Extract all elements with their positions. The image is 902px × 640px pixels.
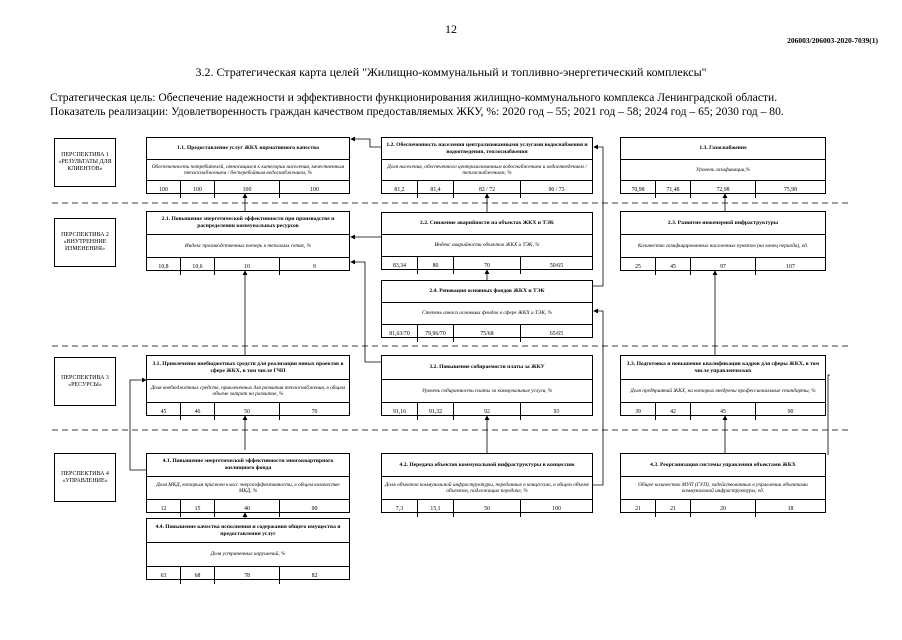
goal-values-row <box>147 402 349 420</box>
goal-value-cell: 97 <box>691 258 756 275</box>
goal-indicator-description: Уровень собираемости платы за коммунальные услуги, % <box>382 379 592 402</box>
goal-value-cell: 91,16 <box>382 403 418 420</box>
goal-box-3-1 <box>146 355 350 416</box>
goal-indicator-description: Доля объектов коммунальной инфраструктуры, переданных в концессию, в общем объеме объектов, подлежащих передаче, % <box>382 476 592 499</box>
goal-title: 2.4. Реновация основных фондов ЖКХ и ТЭК <box>429 288 545 295</box>
goal-value-cell: 70 <box>311 408 318 415</box>
goal-value-cell: 100 <box>215 181 280 198</box>
goal-value-cell: 21 <box>656 500 691 517</box>
goal-value-cell: 100 <box>181 181 215 198</box>
goal-value-cell: 50 <box>215 403 280 420</box>
goal-values-row <box>382 256 592 274</box>
goal-indicator-description: Уровень газификации,% <box>621 159 825 180</box>
goal-value-cell: 40 <box>215 500 280 517</box>
page-number: 12 <box>445 22 457 36</box>
goal-title: 1.1. Предоставление услуг ЖКХ нормативного качества <box>177 145 319 152</box>
goal-value-cell: 15 <box>181 500 215 517</box>
perspective-4-label: ПЕРСПЕКТИВА 4 «УПРАВЛЕНИЕ» <box>54 453 116 502</box>
goal-title: 4.4. Повышение качества исполнения и содержания общего имущества и предоставления услуг <box>155 523 341 537</box>
goal-values-row <box>382 324 592 342</box>
goal-value-cell: 78 <box>215 567 280 584</box>
goal-values-row <box>621 402 825 420</box>
goal-value-cell: 45 <box>656 258 691 275</box>
goal-value-cell: 45 <box>691 403 756 420</box>
goal-value-cell: 25 <box>621 258 656 275</box>
perspective-1-label: ПЕРСПЕКТИВА 1 «РЕЗУЛЬТАТЫ ДЛЯ КЛИЕНТОВ» <box>54 138 116 187</box>
goal-value-cell: 79,96/70 <box>418 325 454 342</box>
goal-indicator-description: Общее количество МУП (ГУП), задействованных в управлении объектами коммунальной инфраструктуры, ед. <box>621 476 825 499</box>
goal-value-cell: 75/68 <box>454 325 521 342</box>
goal-title: 2.2. Снижение аварийности на объектах ЖКХ и ТЭК <box>420 220 554 227</box>
goal-value-cell: 50 <box>454 500 521 517</box>
goal-value-cell: 90 / 73 <box>548 186 565 193</box>
goal-value-cell: 39 <box>621 403 656 420</box>
goal-value-cell: 91,32 <box>418 403 454 420</box>
goal-value-cell: 70,98 <box>621 181 656 198</box>
goal-values-row <box>147 499 349 517</box>
goal-indicator-description: Обеспеченность потребителей, относящихся к категории населения, качественным теплоснабжением / бесперебойным водоснабжением, % <box>147 159 349 180</box>
goal-box-4-4 <box>146 518 350 580</box>
goal-title: 2.3. Развитие инженерной инфраструктуры <box>667 219 779 226</box>
goal-values-row <box>147 257 349 275</box>
goal-value-cell: 10,6 <box>181 258 215 275</box>
goal-indicator-description: Индекс аварийности объектов ЖКХ и ТЭК, % <box>382 234 592 256</box>
goal-box-2-4 <box>381 280 593 338</box>
goal-value-cell: 68 <box>181 567 215 584</box>
goal-value-cell: 100 <box>310 186 319 193</box>
section-title: 3.2. Стратегическая карта целей "Жилищно-коммунальный и топливно-энергетический комплексы" <box>195 65 707 79</box>
goal-value-cell: 81,63/70 <box>382 325 418 342</box>
goal-value-cell: 81,2 <box>382 181 418 198</box>
goal-box-2-1 <box>146 211 350 271</box>
goal-values-row <box>147 180 349 198</box>
goal-title: 4.3. Реорганизация системы управления объектами ЖКХ <box>650 461 796 468</box>
goal-value-cell: 42 <box>656 403 691 420</box>
indicator-text: Показатель реализации: Удовлетворенность граждан качеством предоставляемых ЖКУ, %: 2020 год – 55; 2021 год – 58; 2024 год – 65; 2030 год – 80. <box>50 105 784 118</box>
goal-value-cell: 7,3 <box>382 500 418 517</box>
goal-box-3-3 <box>620 355 826 416</box>
goal-value-cell: 82 <box>311 572 318 579</box>
goal-value-cell: 9 <box>313 263 316 270</box>
goal-value-cell: 72,98 <box>691 181 756 198</box>
goal-box-2-3 <box>620 211 826 271</box>
perspective-2-label: ПЕРСПЕКТИВА 2 «ВНУТРЕННИЕ ИЗМЕНЕНИЯ» <box>54 218 116 267</box>
goal-indicator-description: Индекс производственных потерь в тепловых сетях, % <box>147 234 349 257</box>
goal-values-row <box>621 180 825 198</box>
goal-value-cell: 90 <box>311 505 318 512</box>
goal-value-cell: 83,34 <box>382 257 418 274</box>
goal-box-1-2 <box>381 137 593 194</box>
goal-values-row <box>382 180 592 198</box>
goal-box-4-2 <box>381 453 593 513</box>
document-reference: 206003/206003-2020-7039(1) <box>787 36 878 45</box>
goal-value-cell: 100 <box>147 181 181 198</box>
goal-box-1-1 <box>146 137 350 194</box>
goal-value-cell: 75,98 <box>783 186 798 193</box>
goal-value-cell: 82 / 72 <box>454 181 521 198</box>
goal-title: 4.2. Передача объектов коммунальной инфраструктуры в концессию <box>399 461 575 468</box>
goal-value-cell: 46 <box>181 403 215 420</box>
goal-title: 3.1. Привлечение внебюджетных средств для реализации новых проектов в сфере ЖКХ, в том числе ГЧП <box>152 360 344 374</box>
goal-indicator-description: Доля внебюджетных средств, привлеченных для развития теплоснабжения, в общем объеме затрат на развитие, % <box>147 379 349 402</box>
goal-value-cell: 50/65 <box>549 262 564 269</box>
goal-value-cell: 10,8 <box>147 258 181 275</box>
goal-box-3-2 <box>381 355 593 416</box>
goal-indicator-description: Доля МКД, которым присвоен класс энергоэффективности, в общем количестве МКД, % <box>147 476 349 499</box>
goal-value-cell: 10 <box>215 258 280 275</box>
goal-value-cell: 63 <box>147 567 181 584</box>
goal-value-cell: 15,1 <box>418 500 454 517</box>
goal-title: 3.3. Подготовка и повышение квалификации кадров для сферы ЖКХ, в том числе управленческих <box>626 360 820 374</box>
goal-title: 2.1. Повышение энергетической эффективности при производстве и распределении коммунальных ресурсов <box>161 216 335 229</box>
goal-indicator-description: Количество газифицированных населенных пунктов (на конец периода), ед. <box>621 234 825 257</box>
goal-value-cell: 71,48 <box>656 181 691 198</box>
goal-values-row <box>382 499 592 517</box>
goal-value-cell: 93 <box>553 408 560 415</box>
goal-box-4-3 <box>620 453 826 513</box>
goal-values-row <box>621 257 825 275</box>
goal-value-cell: 81,4 <box>418 181 454 198</box>
goal-value-cell: 107 <box>786 263 795 270</box>
goal-value-cell: 92 <box>454 403 521 420</box>
goal-indicator-description: Доля предприятий ЖКХ, на которых внедрены профессиональные стандарты, % <box>621 379 825 402</box>
goal-value-cell: 18 <box>787 505 794 512</box>
goal-value-cell: 70 <box>454 257 521 274</box>
goal-indicator-description: Степень износа основных фондов в сфере ЖКХ и ТЭК, % <box>382 302 592 324</box>
goal-values-row <box>621 499 825 517</box>
goal-value-cell: 45 <box>147 403 181 420</box>
goal-box-1-3 <box>620 137 826 194</box>
goal-title: 3.2. Повышение собираемости платы за ЖКУ <box>429 364 545 371</box>
goal-value-cell: 100 <box>552 505 561 512</box>
goal-box-2-2 <box>381 212 593 270</box>
goal-value-cell: 21 <box>621 500 656 517</box>
goal-box-4-1 <box>146 453 350 513</box>
goal-value-cell: 20 <box>691 500 756 517</box>
goal-indicator-description: Доля населения, обеспеченного централизованным водоснабжением и водоотведением / теплоснабжением, % <box>382 159 592 180</box>
goal-value-cell: 65/65 <box>549 330 564 337</box>
goal-indicator-description: Доля устраненных нарушений, % <box>147 542 349 566</box>
goal-values-row <box>147 566 349 584</box>
goal-title: 1.2. Обеспеченность населения централизованными услугами водоснабжения и водоотведения, теплоснабжения <box>386 141 588 155</box>
goal-value-cell: 90 <box>787 408 794 415</box>
goal-title: 1.3. Газоснабжение <box>699 145 747 152</box>
strategic-goal: Стратегическая цель: Обеспечение надежности и эффективности функционирования жилищно-коммунального комплекса Ленинградской области. <box>50 91 778 104</box>
goal-value-cell: 12 <box>147 500 181 517</box>
goal-value-cell: 80 <box>418 257 454 274</box>
perspective-3-label: ПЕРСПЕКТИВА 3 «РЕСУРСЫ» <box>54 357 116 406</box>
goal-title: 4.1. Повышение энергетической эффективности многоквартирного жилищного фонда <box>162 458 334 471</box>
goal-values-row <box>382 402 592 420</box>
